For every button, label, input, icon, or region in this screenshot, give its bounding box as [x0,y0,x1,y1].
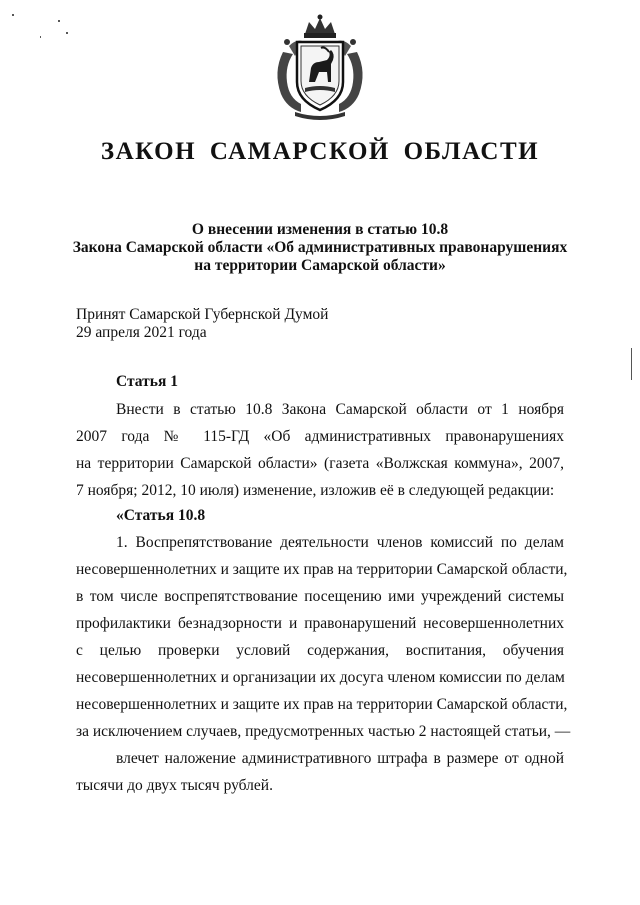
adoption-date-line: 29 апреля 2021 года [76,324,207,341]
scan-speck [58,20,60,22]
point-text-line: несовершеннолетних и защите их прав на территории Самарской области, [76,561,568,578]
article-heading: Статья 1 [116,373,178,390]
point-text-line: с целью проверки условий содержания, воспитания, обучения [76,642,564,659]
point-text-line: в том числе воспрепятствование посещению ими учреждений системы [76,588,564,605]
point-text-line: 1. Воспрепятствование деятельности членов комиссий по делам [116,534,564,551]
law-title: ЗАКОН САМАРСКОЙ ОБЛАСТИ [100,138,540,165]
scan-speck [12,14,14,16]
subtitle-line: О внесении изменения в статью 10.8 [191,221,449,238]
scan-edge-mark [631,348,632,380]
point-text-line: несовершеннолетних и организации их досуга членом комиссии по делам [76,669,565,686]
penalty-text-line: тысячи до двух тысяч рублей. [76,777,273,794]
penalty-text-line: влечет наложение административного штрафа в размере от одной [116,750,564,767]
quoted-article-heading: «Статья 10.8 [116,507,206,524]
samara-coat-of-arms-icon [265,12,375,122]
point-text-line: за исключением случаев, предусмотренных частью 2 настоящей статьи, — [76,723,571,740]
article-text-line: 7 ноября; 2012, 10 июля) изменение, изложив её в следующей редакции: [76,482,555,499]
subtitle-line: на территории Самарской области» [194,257,446,274]
scan-speck [66,32,68,34]
article-text-line: на территории Самарской области» (газета «Волжская коммуна», 2007, [76,455,564,472]
point-text-line: несовершеннолетних и защите их прав на территории Самарской области, [76,696,568,713]
law-subtitle [60,221,580,275]
adopted-by-line: Принят Самарской Губернской Думой [76,306,329,323]
article-text-line: 2007 года № 115-ГД «Об административных правонарушениях [76,428,564,445]
article-text-line: Внести в статью 10.8 Закона Самарской области от 1 ноября [116,401,564,418]
subtitle-line: Закона Самарской области «Об административных правонарушениях [72,239,568,256]
scan-speck [40,36,41,38]
adoption-info [76,306,328,342]
point-text-line: профилактики безнадзорности и правонарушений несовершеннолетних [76,615,564,632]
